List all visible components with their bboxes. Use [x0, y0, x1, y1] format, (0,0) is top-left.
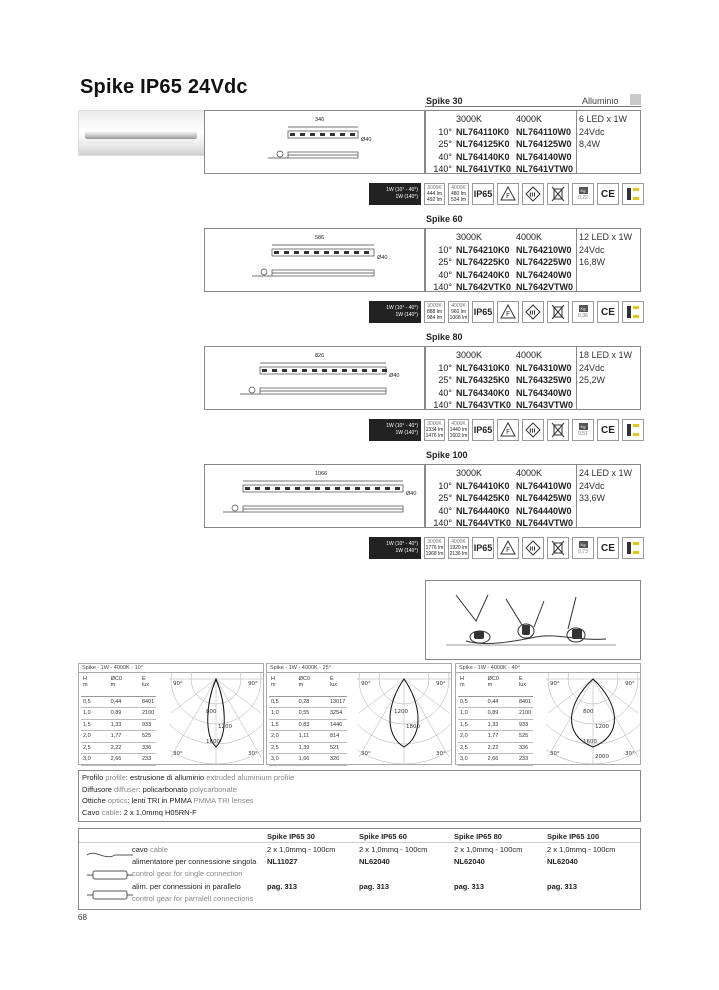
led-module-icon: [622, 537, 644, 559]
code-4000k: NL7641VTW0: [516, 164, 574, 174]
photometric-diagram: [266, 663, 452, 765]
voltage: 24Vdc: [579, 362, 605, 373]
spec-icons-row: [369, 537, 644, 559]
ring-label: 800: [206, 709, 217, 715]
code-3000k: NL764125K0: [456, 139, 510, 149]
svg-text:30°: 30°: [361, 751, 371, 757]
beam-angle: 10°: [438, 244, 452, 255]
diameter-value: 1,39: [281, 742, 312, 754]
height-value: 3,0: [269, 754, 281, 766]
code-4000k: NL764240W0: [516, 269, 572, 280]
code-3000k: NL764425K0: [456, 493, 510, 503]
lumen-label: 1W (10° - 40°) 1W (140°): [369, 301, 421, 323]
lumen-3000k: 3000K 1334 lm 1476 lm: [425, 421, 444, 439]
polar-curve: [357, 673, 452, 765]
voltage: 24Vdc: [579, 126, 605, 137]
lux-value: 233: [501, 754, 533, 766]
svg-text:30°: 30°: [625, 751, 635, 757]
spec-box: [78, 770, 641, 822]
spec-icons-row: [369, 301, 644, 323]
f-mark-icon: [497, 537, 519, 559]
ring-label: 1200: [218, 724, 232, 730]
ring-label: 1200: [595, 724, 609, 730]
ce-mark: CE: [597, 183, 619, 205]
code-3000k: NL764140K0: [456, 151, 510, 162]
diameter-value: 0,55: [281, 708, 312, 720]
illuminance-table: H m ØC0 m E lux 0,5 0,28 13017 1,0 0,55 3254 1,5 0,83 1446 2,0 1,11 814 2,5 1,39 521 3,0 1,66 326: [269, 676, 347, 766]
beam-angle: 40°: [438, 387, 452, 398]
svg-text:90°: 90°: [550, 681, 560, 687]
ring-label: 1800: [406, 724, 420, 730]
svg-text:F: F: [506, 192, 511, 200]
photometric-diagram: [455, 663, 641, 765]
photometric-title: Spike - 1W - 4000K - 25°: [267, 664, 451, 673]
diameter-value: 1,33: [470, 719, 501, 731]
ce-mark: CE: [597, 419, 619, 441]
dimension-length: 1066: [315, 471, 328, 477]
code-4000k: NL764425W0: [516, 493, 572, 503]
height-value: 2,0: [81, 731, 93, 743]
label-single-gear: alimentatore per connessione singola: [132, 857, 257, 866]
svg-text:III: III: [529, 428, 536, 435]
accessories-table: cavo cable alimentatore per connessione singola control gear for single connection alim. per connessioni in parallelo control gear for parralell connections Spike IP65 30 2 x 1,0mmq - 100cm NL11027 pag. 313 Spike IP65 60 2 x 1,0mmq - 100cm NL62040 pag. 313 Spike IP65 80 2 x 1,0mmq - 100cm NL62040 pag. 313 Spike IP65 100 2 x 1,0mmq - 100cm NL62040 pag. 313: [78, 828, 641, 910]
gear-code: NL11027: [267, 857, 298, 866]
height-value: 3,0: [458, 754, 470, 766]
polar-curve: [169, 673, 264, 765]
code-4000k: NL764340W0: [516, 387, 572, 398]
class-iii-icon: [522, 301, 544, 323]
ring-label: 1600: [583, 739, 597, 745]
beam-angle: 25°: [438, 375, 452, 385]
lux-value: 326: [312, 754, 347, 766]
voltage: 24Vdc: [579, 244, 605, 255]
height-value: 0,5: [269, 696, 281, 708]
ring-label: 800: [583, 709, 594, 715]
code-4000k: NL764410W0: [516, 480, 572, 491]
led-module-icon: [622, 301, 644, 323]
code-3000k: NL7644VTK0: [456, 518, 512, 528]
diameter-value: 2,66: [470, 754, 501, 766]
cable-spec: 2 x 1,0mmq - 100cm: [547, 845, 616, 854]
lux-value: 1446: [312, 719, 347, 731]
height-value: 1,0: [458, 708, 470, 720]
polar-curve: [546, 673, 641, 765]
code-3000k: NL764410K0: [456, 480, 510, 491]
page-ref: pag. 313: [359, 882, 390, 891]
dimension-drawing: [204, 346, 425, 410]
svg-text:90°: 90°: [173, 681, 183, 687]
ip65-badge: IP65: [472, 183, 494, 205]
material-swatch: [630, 94, 641, 105]
svg-text:90°: 90°: [625, 681, 635, 687]
power: 25,2W: [579, 375, 606, 385]
col-header-3000k: 3000K: [456, 350, 483, 360]
lux-value: 13017: [312, 696, 347, 708]
diameter-value: 0,89: [93, 708, 124, 720]
diameter-value: 1,11: [281, 731, 312, 743]
height-value: 2,5: [458, 742, 470, 754]
gear-code: NL62040: [547, 857, 578, 866]
spec-icons-row: [369, 183, 644, 205]
illuminance-table: H m ØC0 m E lux 0,5 0,44 8401 1,0 0,89 2100 1,5 1,33 933 2,0 1,77 525 2,5 2,22 336 3,0 2,66 233: [458, 676, 533, 766]
illuminance-table: H m ØC0 m E lux 0,5 0,44 8401 1,0 0,89 2100 1,5 1,33 933 2,0 1,77 525 2,5 2,22 336 3,0 2,66 233: [81, 676, 156, 766]
code-3000k: NL764325K0: [456, 375, 510, 385]
lux-value: 525: [501, 731, 533, 743]
spec-line: Diffusore diffuser: policarbonato polycarbonate: [82, 784, 237, 794]
lux-value: 933: [501, 719, 533, 731]
beam-angle: 10°: [438, 362, 452, 373]
beam-angle: 10°: [438, 126, 452, 137]
code-3000k: NL7643VTK0: [456, 400, 512, 410]
svg-text:90°: 90°: [361, 681, 371, 687]
installation-illustration: [425, 580, 641, 660]
height-value: 1,0: [81, 708, 93, 720]
lux-value: 8401: [501, 696, 533, 708]
ring-label: 2000: [595, 754, 609, 760]
diameter-value: 1,77: [470, 731, 501, 743]
lux-value: 814: [312, 731, 347, 743]
lumen-4000k: 4000K 1920 lm 2136 lm: [449, 539, 468, 557]
code-3000k: NL764110K0: [456, 126, 510, 137]
lumen-3000k: 3000K 888 lm 984 lm: [424, 301, 445, 323]
svg-text:III: III: [529, 310, 536, 317]
dimension-length: 826: [315, 353, 325, 359]
ce-mark: CE: [597, 537, 619, 559]
col-header-3000k: 3000K: [456, 114, 483, 124]
accessory-column-header: Spike IP65 30: [267, 832, 315, 841]
code-table: [425, 464, 641, 528]
weight-icon: Kg: [579, 187, 588, 194]
lumen-4000k: 4000K 960 lm 1068 lm: [449, 303, 468, 321]
gear-code: NL62040: [359, 857, 390, 866]
svg-text:F: F: [506, 310, 511, 318]
height-value: 1,5: [81, 719, 93, 731]
svg-text:30°: 30°: [436, 751, 446, 757]
ip65-badge: IP65: [472, 301, 494, 323]
ip65-badge: IP65: [472, 537, 494, 559]
header-product-name: Spike 30: [426, 96, 463, 106]
svg-text:30°: 30°: [173, 751, 183, 757]
led-config: 6 LED x 1W: [579, 114, 628, 124]
dimension-drawing: [204, 464, 425, 528]
dimension-drawing: [204, 110, 425, 174]
voltage: 24Vdc: [579, 480, 605, 491]
led-module-icon: [622, 419, 644, 441]
product-photo: [78, 110, 208, 156]
lux-value: 233: [124, 754, 156, 766]
beam-angle: 25°: [438, 257, 452, 267]
spec-line: Ottiche optics: lenti TRI in PMMA PMMA TRI lenses: [82, 796, 254, 805]
weee-bin-icon: [547, 419, 569, 441]
diameter-value: 2,22: [93, 742, 124, 754]
code-4000k: NL764310W0: [516, 362, 572, 373]
code-4000k: NL764325W0: [516, 375, 572, 385]
height-value: 0,5: [458, 696, 470, 708]
lumen-label: 1W (10° - 40°) 1W (140°): [369, 419, 421, 441]
code-4000k: NL764210W0: [516, 244, 572, 255]
page-number: 68: [78, 913, 87, 922]
svg-text:90°: 90°: [436, 681, 446, 687]
code-4000k: NL7642VTW0: [516, 282, 574, 292]
weight-icon: Kg: [579, 423, 588, 430]
page-ref: pag. 313: [547, 882, 578, 891]
class-iii-icon: [522, 419, 544, 441]
power: 33,6W: [579, 493, 606, 503]
code-3000k: NL764340K0: [456, 387, 510, 398]
accessory-column-header: Spike IP65 80: [454, 832, 502, 841]
dimension-diameter: Ø40: [389, 373, 400, 379]
col-header-4000k: 4000K: [516, 114, 543, 124]
code-table: [425, 346, 641, 410]
height-value: 2,0: [269, 731, 281, 743]
code-3000k: NL764240K0: [456, 269, 510, 280]
accessory-column-header: Spike IP65 60: [359, 832, 407, 841]
code-3000k: NL764310K0: [456, 362, 510, 373]
height-value: 2,5: [81, 742, 93, 754]
beam-angle: 25°: [438, 493, 452, 503]
lumen-4000k: 4000K 480 lm 534 lm: [448, 183, 469, 205]
f-mark-icon: [497, 183, 519, 205]
height-value: 1,0: [269, 708, 281, 720]
code-4000k: NL764110W0: [516, 126, 572, 137]
dimension-length: 346: [315, 117, 325, 123]
photometric-diagram: [78, 663, 264, 765]
dimension-diameter: Ø40: [377, 255, 388, 261]
svg-text:30°: 30°: [248, 751, 258, 757]
led-config: 12 LED x 1W: [579, 232, 633, 242]
ring-label: 1600: [206, 739, 220, 745]
ip65-badge: IP65: [472, 419, 494, 441]
led-config: 24 LED x 1W: [579, 468, 633, 478]
page-title: Spike IP65 24Vdc: [80, 76, 248, 98]
svg-text:30°: 30°: [550, 751, 560, 757]
svg-text:F: F: [506, 546, 511, 554]
weee-bin-icon: [547, 537, 569, 559]
cable-spec: 2 x 1,0mmq - 100cm: [267, 845, 336, 854]
led-config: 18 LED x 1W: [579, 350, 633, 360]
code-3000k: NL764225K0: [456, 257, 510, 267]
cable-icon: [85, 847, 135, 907]
code-table: [425, 228, 641, 292]
weee-bin-icon: [547, 301, 569, 323]
weight-icon: Kg: [579, 541, 588, 548]
height-value: 2,5: [269, 742, 281, 754]
lux-value: 2100: [501, 708, 533, 720]
ce-mark: CE: [597, 301, 619, 323]
svg-text:F: F: [506, 428, 511, 436]
led-module-icon: [622, 183, 644, 205]
label-parallel-gear: alim. per connessioni in parallelo: [132, 882, 241, 891]
diameter-value: 1,77: [93, 731, 124, 743]
diameter-value: 0,89: [470, 708, 501, 720]
beam-angle: 40°: [438, 269, 452, 280]
code-4000k: NL7644VTW0: [516, 518, 574, 528]
code-table: [425, 110, 641, 174]
code-4000k: NL7643VTW0: [516, 400, 574, 410]
class-iii-icon: [522, 183, 544, 205]
code-3000k: NL764210K0: [456, 244, 510, 255]
lux-value: 336: [124, 742, 156, 754]
svg-text:III: III: [529, 192, 536, 199]
code-3000k: NL764440K0: [456, 505, 510, 516]
lumen-label: 1W (10° - 40°) 1W (140°): [369, 183, 421, 205]
col-header-4000k: 4000K: [516, 468, 543, 478]
weight-indicator: Kg 0,22: [572, 183, 594, 205]
svg-text:90°: 90°: [248, 681, 258, 687]
lux-value: 2100: [124, 708, 156, 720]
section-name: Spike 100: [426, 450, 468, 460]
code-3000k: NL7642VTK0: [456, 282, 512, 292]
beam-angle: 140°: [433, 400, 452, 410]
lux-value: 3254: [312, 708, 347, 720]
weight-indicator: Kg 0,36: [572, 301, 594, 323]
code-3000k: NL7641VTK0: [456, 164, 512, 174]
spec-icons-row: [369, 419, 644, 441]
weight-indicator: Kg 0,51: [572, 419, 594, 441]
cable-spec: 2 x 1,0mmq - 100cm: [454, 845, 523, 854]
height-value: 1,5: [269, 719, 281, 731]
section-name: Spike 60: [426, 214, 463, 224]
photometric-title: Spike - 1W - 4000K - 10°: [79, 664, 263, 673]
code-4000k: NL764125W0: [516, 139, 572, 149]
lux-value: 933: [124, 719, 156, 731]
col-header-3000k: 3000K: [456, 232, 483, 242]
f-mark-icon: [497, 419, 519, 441]
cable-spec: 2 x 1,0mmq - 100cm: [359, 845, 428, 854]
weight-indicator: Kg 0,73: [572, 537, 594, 559]
accessory-column-header: Spike IP65 100: [547, 832, 600, 841]
code-4000k: NL764140W0: [516, 151, 572, 162]
diameter-value: 2,22: [470, 742, 501, 754]
lux-value: 525: [124, 731, 156, 743]
height-value: 2,0: [458, 731, 470, 743]
height-value: 3,0: [81, 754, 93, 766]
ring-label: 1200: [394, 709, 408, 715]
header-material: Alluminio: [582, 96, 619, 106]
lumen-3000k: 3000K 1776 lm 1968 lm: [425, 539, 444, 557]
col-header-3000k: 3000K: [456, 468, 483, 478]
beam-angle: 40°: [438, 505, 452, 516]
weight-icon: Kg: [579, 305, 588, 312]
code-4000k: NL764440W0: [516, 505, 572, 516]
power: 16,8W: [579, 257, 606, 267]
f-mark-icon: [497, 301, 519, 323]
col-header-4000k: 4000K: [516, 232, 543, 242]
col-header-4000k: 4000K: [516, 350, 543, 360]
spec-line: Cavo cable: 2 x 1,0mmq H05RN-F: [82, 807, 197, 817]
beam-angle: 10°: [438, 480, 452, 491]
lumen-3000k: 3000K 444 lm 492 lm: [424, 183, 445, 205]
beam-angle: 40°: [438, 151, 452, 162]
diameter-value: 0,28: [281, 696, 312, 708]
dimension-drawing: [204, 228, 425, 292]
height-value: 1,5: [458, 719, 470, 731]
height-value: 0,5: [81, 696, 93, 708]
class-iii-icon: [522, 537, 544, 559]
spec-line: Profilo profile: estrusione di alluminio extruded aluminium profile: [82, 773, 295, 782]
svg-text:III: III: [529, 546, 536, 553]
lux-value: 8401: [124, 696, 156, 708]
lumen-label: 1W (10° - 40°) 1W (140°): [369, 537, 421, 559]
diameter-value: 2,66: [93, 754, 124, 766]
beam-angle: 25°: [438, 139, 452, 149]
lux-value: 336: [501, 742, 533, 754]
section-name: Spike 80: [426, 332, 463, 342]
diameter-value: 0,44: [93, 696, 124, 708]
page-ref: pag. 313: [454, 882, 485, 891]
weee-bin-icon: [547, 183, 569, 205]
dimension-diameter: Ø40: [406, 491, 417, 497]
diameter-value: 1,33: [93, 719, 124, 731]
beam-angle: 140°: [433, 164, 452, 174]
beam-angle: 140°: [433, 282, 452, 292]
code-4000k: NL764225W0: [516, 257, 572, 267]
diameter-value: 0,83: [281, 719, 312, 731]
beam-angle: 140°: [433, 518, 452, 528]
diameter-value: 0,44: [470, 696, 501, 708]
photometric-title: Spike - 1W - 4000K - 40°: [456, 664, 640, 673]
dimension-length: 586: [315, 235, 325, 241]
gear-code: NL62040: [454, 857, 485, 866]
lux-value: 521: [312, 742, 347, 754]
diameter-value: 1,66: [281, 754, 312, 766]
page-ref: pag. 313: [267, 882, 298, 891]
dimension-diameter: Ø40: [361, 137, 372, 143]
power: 8,4W: [579, 139, 601, 149]
lumen-4000k: 4000K 1440 lm 1602 lm: [449, 421, 468, 439]
